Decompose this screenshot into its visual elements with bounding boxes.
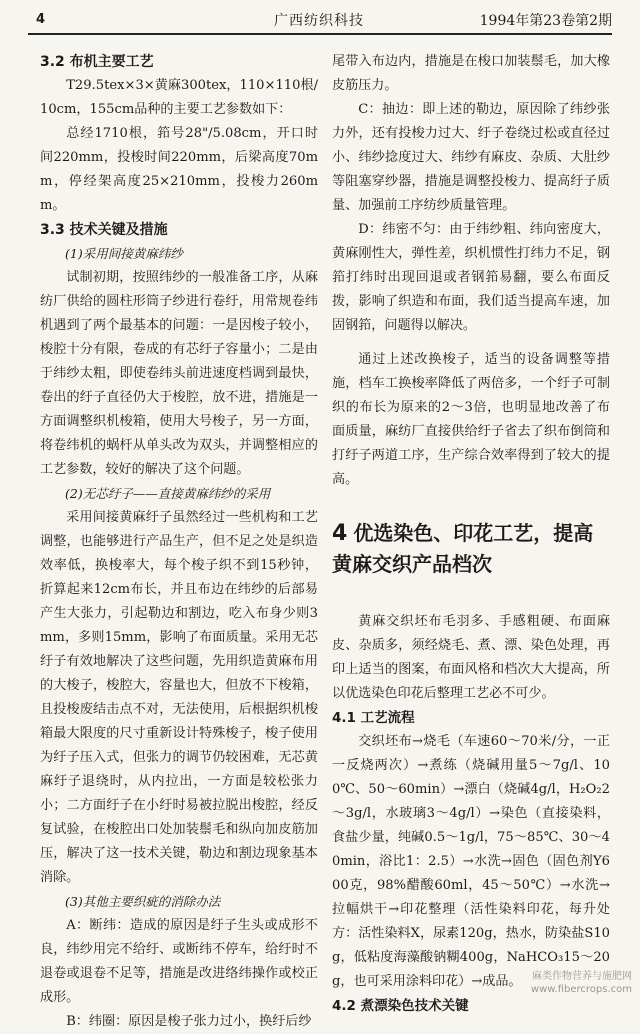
- heading-4-2: 4.2 煮漂染色技术关键: [332, 998, 469, 1014]
- journal-name: 广西纺织科技: [274, 13, 364, 29]
- section-4-title: 优选染色、印花工艺，提高黄麻交织产品档次: [332, 521, 594, 576]
- page-number: 4: [36, 12, 46, 27]
- watermark: [492, 970, 632, 996]
- section-4-heading: [332, 518, 610, 580]
- subheading-3: (3)其他主要织疵的消除办法: [65, 894, 221, 909]
- paragraph-b-cont: 尾带入布边内，措施是在梭口加装鬃毛，加大橡皮筋压力。: [332, 54, 610, 93]
- paragraph-sub2: 采用间接黄麻纡子虽然经过一些机构和工艺调整，也能够进行产品生产，但不足之处是织造效率低，换梭率大，每个梭子织不到15秒钟，折算起来12cm布长，并且布边在纬纱的后部易产生大张力，引起勒边和割边，吃入布身少则3mm，多则15mm，影响了布面质量。采用无芯纡子有效地解决了这些问题，先用织造黄麻布用的大梭子，梭腔大，容量也大，但放不下梭箱，且投梭废结击点不对，无法使用，后根据织机梭箱最大限度的尺寸重新设计特殊梭子，梭子使用为纡子压入式，但张力的调节仍较困难，无芯黄麻纡子退绕时，从内拉出，一方面是较松张力小；二方面纡子在小纡时易被拉脱出梭腔，经反复试验，在梭腔出口处加装鬃毛和纵向加皮筋加压，解决了这一技术关键，勒边和割边现象基本消除。: [40, 510, 318, 885]
- page-header: [0, 0, 640, 34]
- paragraph-sub1: 试制初期，按照纬纱的一般准备工序，从麻纺厂供给的圆柱形筒子纱进行卷纡，用常规卷纬机遇到了两个最基本的问题：一是因梭子较小，梭腔十分有限，卷成的有芯纡子容量小；二是由于纬纱太粗，即使卷纬头前进速度档调到最快，卷出的纡子直径仍大于梭腔，放不进，措施是一方面调整织机梭箱，使用大号梭子，另一方面，将卷纬机的蜗杆从单头改为双头，并调整相应的工艺参数，较好的解决了这个问题。: [40, 270, 318, 477]
- paragraph-a: A：断纬：造成的原因是纡子生头或成形不良，纬纱用完不给纡、或断纬不停车，给纡时不退卷或退卷不足等，措施是改进络纬操作或校正成形。: [40, 918, 318, 1005]
- heading-3-3: 3.3 技术关键及措施: [40, 222, 168, 238]
- subheading-1: (1)采用间接黄麻纬纱: [65, 246, 183, 261]
- section-4-number: 4: [332, 521, 348, 546]
- subheading-2: (2)无芯纡子——直接黄麻纬纱的采用: [65, 486, 271, 501]
- paragraph-params: 总经1710根，筘号28"/5.08cm，开口时间220mm，投梭时间220mm，后梁高度70mm，停经架高度25×210mm，投梭力260mm。: [40, 126, 318, 213]
- watermark-line-1: 麻类作物营养与施肥网: [532, 971, 632, 982]
- paragraph-intro: 黄麻交织坯布毛羽多、手感粗硬、布面麻皮、杂质多，须经烧毛、煮、漂、染色处理，再印上适当的图案，布面风格和档次大大提高，所以优选染色印花后整理工艺必不可少。: [332, 614, 610, 701]
- watermark-line-2: www.fibercrops.com: [530, 984, 632, 995]
- header-rule: [28, 33, 612, 35]
- paragraph-d: D：纬密不匀：由于纬纱粗、纬向密度大，黄麻刚性大，弹性差，织机惯性打纬力不足，钢筘打纬时出现回退或者钢筘易翻，要么布面反拨，影响了织造和布面，我们适当提高车速，加固钢筘，问题得以解决。: [332, 222, 610, 333]
- paragraph-summary: 通过上述改换梭子，适当的设备调整等措施，档车工换梭率降低了两倍多，一个纡子可制织的布长为原来的2～3倍，也明显地改善了布面质量，麻纺厂直接供给纡子省去了织布倒筒和打纡子两道工序，生产综合效率得到了较大的提高。: [332, 352, 610, 487]
- spacer: [332, 338, 610, 348]
- paragraph-flow: 交织坯布→烧毛（车速60～70米/分，一正一反烧两次）→煮练（烧碱用量5～7g/l、100℃、50～60min）→漂白（烧碱4g/l，H₂O₂2～3g/l，水玻璃3～4g/l）→染色（直接染料，食盐少量，纯碱0.5～1g/l，75～85℃、30～40min，浴比1：2.5）→水洗→固色（固色剂Y600克，98%醋酸60ml，45～50℃）→水洗→拉幅烘干→印花整理（活性染料印花，每升处方：活性染料X，尿素120g，热水，防染盐S10g，低粘度海藻酸钠糊400g，NaHCO₃15～20g，也可采用涂料印花）→成品。: [332, 734, 610, 989]
- heading-4-1: 4.1 工艺流程: [332, 710, 415, 726]
- right-column: [332, 50, 610, 1018]
- issue-info: 1994年第23卷第2期: [479, 13, 612, 29]
- paragraph-c: C：抽边：即上述的勒边，原因除了纬纱张力外，还有投梭力过大、纡子卷绕过松或直径过小、纬纱捻度过大、纬纱有麻皮、杂质、大肚纱等阻塞穿纱器，措施是调整投梭力、提高纡子质量、加强前工序纺纱质量管理。: [332, 102, 610, 213]
- heading-3-2: 3.2 布机主要工艺: [40, 54, 154, 70]
- paragraph-spec: T29.5tex×3×黄麻300tex，110×110根/10cm，155cm品种的主要工艺参数如下：: [40, 78, 318, 117]
- paragraph-b-start: B：纬圈：原因是梭子张力过小，换纡后纱: [66, 1014, 312, 1029]
- left-column: [40, 50, 318, 1034]
